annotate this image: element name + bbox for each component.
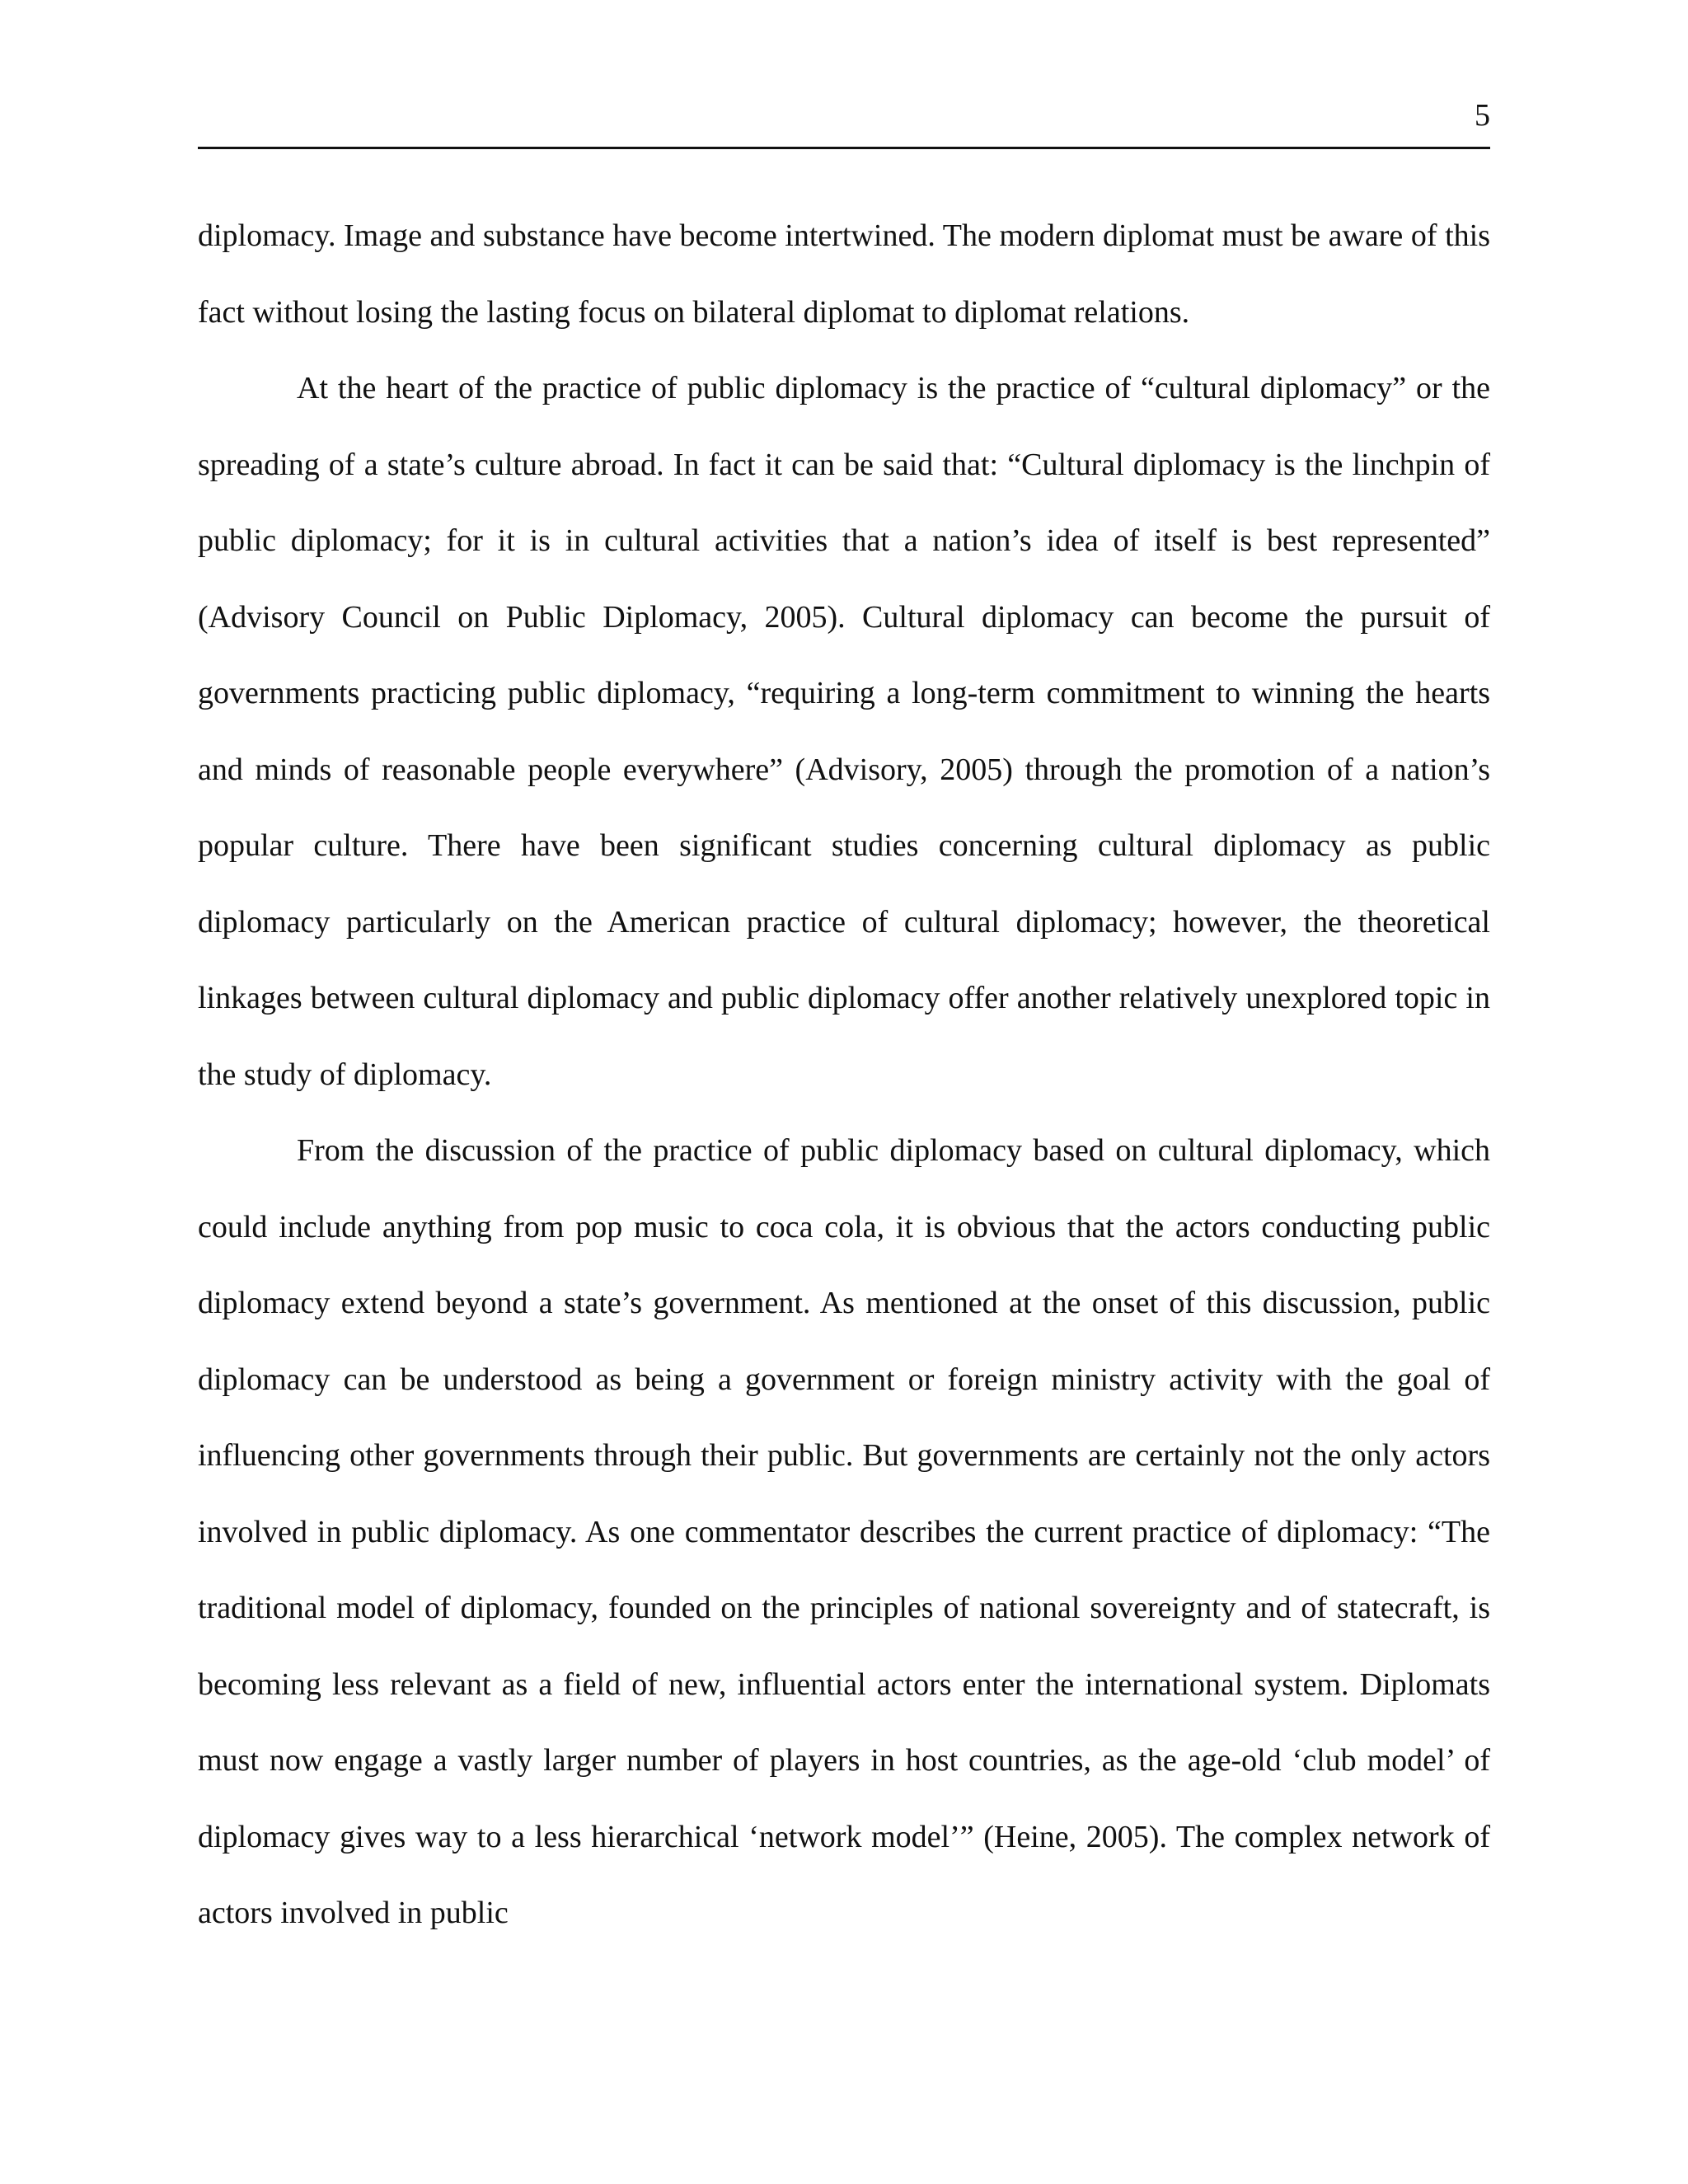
header-divider (198, 147, 1490, 149)
paragraph-cultural-diplomacy: At the heart of the practice of public diplomacy is the practice of “cultural diplomacy” or the spreading of a state’s culture abroad. In fact it can be said that: “Cultural diplomacy is the linchpin of public diplomacy; for it is in cultural activities that a nation’s idea of itself is best represented” (Advisory Council on Public Diplomacy, 2005). Cultural diplomacy can become the pursuit of governments practicing public diplomacy, “requiring a long-term commitment to winning the hearts and minds of reasonable people everywhere” (Advisory, 2005) through the promotion of a nation’s popular culture. There have been significant studies concerning cultural diplomacy as public diplomacy particularly on the American practice of cultural diplomacy; however, the theoretical linkages between cultural diplomacy and public diplomacy offer another relatively unexplored topic in the study of diplomacy. (198, 371, 1490, 1092)
page-number: 5 (1475, 98, 1490, 133)
body-text (198, 198, 1490, 1952)
paragraph-continuation: diplomacy. Image and substance have become intertwined. The modern diplomat must be aware of this fact without losing the lasting focus on bilateral diplomat to diplomat relations. (198, 218, 1490, 330)
paragraph-actors: From the discussion of the practice of public diplomacy based on cultural diplomacy, which could include anything from pop music to coca cola, it is obvious that the actors conducting public diplomacy extend beyond a state’s government. As mentioned at the onset of this discussion, public diplomacy can be understood as being a government or foreign ministry activity with the goal of influencing other governments through their public. But governments are certainly not the only actors involved in public diplomacy. As one commentator describes the current practice of diplomacy: “The traditional model of diplomacy, founded on the principles of national sovereignty and of statecraft, is becoming less relevant as a field of new, influential actors enter the international system. Diplomats must now engage a vastly larger number of players in host countries, as the age-old ‘club model’ of diplomacy gives way to a less hierarchical ‘network model’” (Heine, 2005). The complex network of actors involved in public (198, 1133, 1490, 1930)
